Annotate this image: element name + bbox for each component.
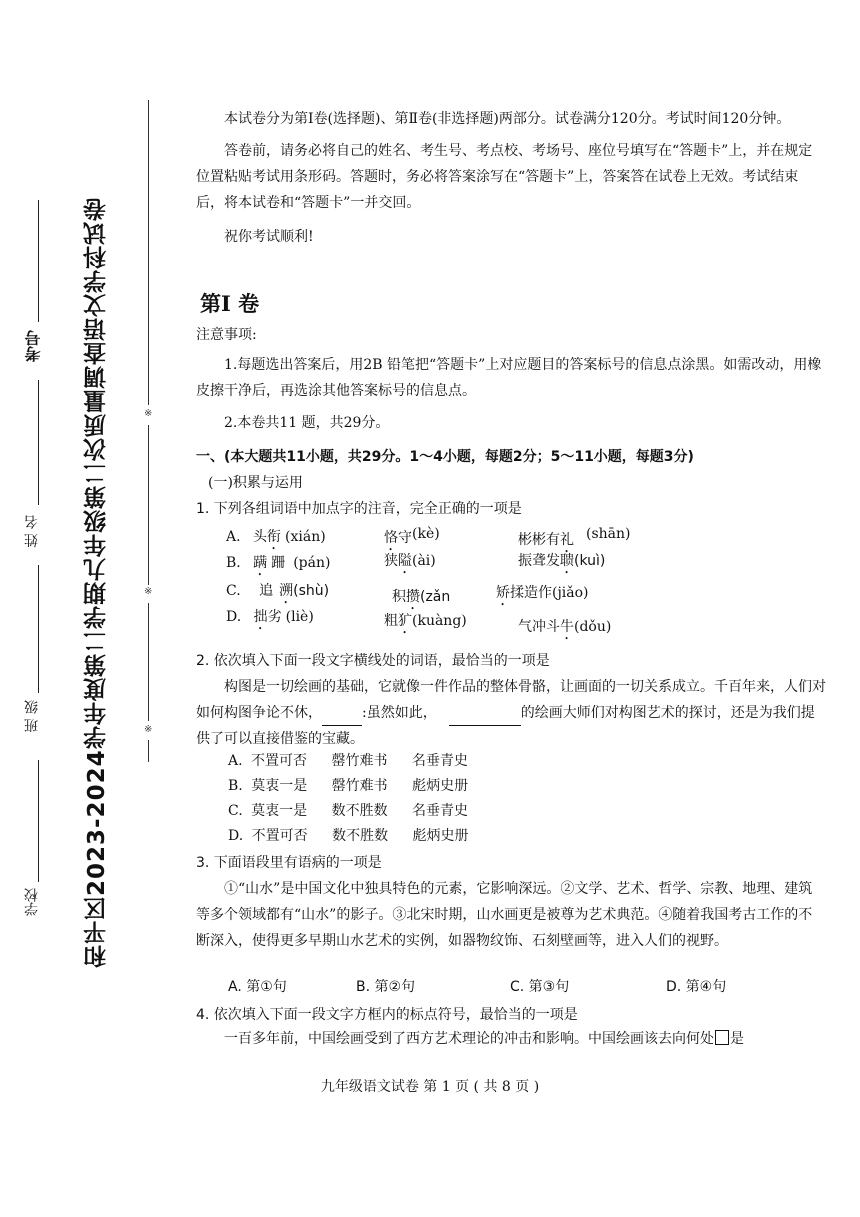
q3-passage [196, 876, 826, 954]
q2-b-word1: 莫衷一是 [251, 778, 308, 794]
q1-c-label: C. [226, 583, 241, 599]
notice-block [196, 322, 826, 436]
q1-option-b-word2 [384, 550, 436, 577]
page-footer: 九年级语文试卷 第 1 页 ( 共 8 页 ) [320, 1079, 540, 1095]
q1-b-word3: 振聋发 [518, 553, 560, 569]
q1-a-word1: 头 [253, 529, 268, 545]
q3-option-b: B. 第②句 [356, 979, 416, 995]
q2-blank-2 [449, 707, 521, 726]
q2-passage [196, 674, 826, 752]
binding-line-middle [148, 425, 149, 585]
q2-d-word2: 数不胜数 [332, 828, 389, 844]
binding-line-bottom [148, 740, 149, 762]
intro-block [196, 106, 826, 250]
q2-a-word1: 不置可否 [251, 753, 308, 769]
field-label-kaohao: 考号 [24, 330, 43, 362]
q1-b-word1-dotted: 蹒 [253, 555, 268, 571]
q1-option-d [226, 606, 314, 633]
q2-b-word3: 彪炳史册 [412, 778, 469, 794]
q1-option-d-word3 [518, 616, 611, 643]
q1-c-word2: 积 [392, 589, 406, 605]
q1-d-word2: 粗 [384, 613, 398, 629]
q2-blank-1 [322, 707, 362, 726]
q1-option-c-word2 [392, 586, 450, 613]
notice-item-2: 2.本卷共11 题，共29分。 [224, 415, 390, 431]
q2-a-label: A. [228, 753, 243, 769]
field-line-banji [38, 565, 39, 693]
q2-c-word2: 数不胜数 [331, 803, 388, 819]
q2-c-word3: 名垂青史 [412, 803, 469, 819]
intro-paragraph-3: 祝你考试顺利! [224, 229, 314, 245]
section1-subheading: (一)积累与运用 [208, 475, 303, 491]
q1-b-label: B. [226, 555, 241, 571]
q1-a-word1-pinyin: (xián) [285, 529, 326, 545]
q1-a-word3-pinyin: (shān) [586, 526, 631, 542]
q4-passage [196, 1026, 826, 1052]
notice-item-1: 1.每题选出答案后，用2B 铅笔把“答题卡”上对应题目的答案标号的信息点涂黑。如需改动，用橡皮擦干净后，再选涂其他答案标号的信息点。 [196, 357, 822, 399]
q2-option-d [228, 825, 469, 845]
q1-c-word1: 追 [259, 583, 274, 599]
section1-heading: 一、(本大题共11小题，共29分。1～4小题，每题2分；5～11小题，每题3分) [196, 449, 694, 465]
q1-option-c-word3 [496, 582, 589, 609]
q1-d-word1-dotted: 拙 [253, 609, 268, 625]
part1-title: 第I 卷 [200, 291, 260, 316]
intro-paragraph-2: 答卷前，请务必将自己的姓名、考生号、考点校、考场号、座位号填写在“答题卡”上，并在规定位置粘贴考试用条形码。答题时，务必将答案涂写在“答题卡”上，答案答在试卷上无效。考试结束后，将本试卷和“答题卡”一并交回。 [196, 143, 813, 211]
q1-option-c [226, 580, 329, 607]
q2-d-label: D. [228, 828, 244, 844]
q1-option-b [226, 552, 330, 579]
q1-d-word2-dotted: 犷 [398, 613, 412, 629]
intro-paragraph-1: 本试卷分为第Ⅰ卷(选择题)、第Ⅱ卷(非选择题)两部分。试卷满分120分。考试时间120分钟。 [224, 111, 791, 127]
q4-punctuation-box [715, 1030, 729, 1045]
q1-b-word3-pinyin: (kuì) [574, 553, 606, 569]
q1-a-label: A. [226, 529, 241, 545]
q1-d-word2-pinyin: (kuàng) [412, 613, 467, 629]
q1-c-word2-pinyin: (zǎn [420, 589, 451, 605]
q1-c-word2-dotted: 攒 [406, 589, 420, 605]
q1-d-word3-pinyin: (dǒu) [574, 619, 612, 635]
q1-d-word1-pinyin: (liè) [285, 609, 314, 625]
q2-option-c [228, 800, 468, 820]
q1-a-word2: 守 [398, 530, 412, 546]
q1-c-word3-dotted: 矫 [496, 585, 510, 601]
q2-option-a [228, 750, 468, 770]
q1-option-a [226, 526, 326, 553]
q1-stem: 1. 下列各组词语中加点字的注音，完全正确的一项是 [196, 501, 522, 517]
q1-c-word1-dotted: 溯 [279, 583, 294, 599]
q1-c-word3-pinyin: (jiǎo) [552, 585, 589, 601]
q1-d-word3-dotted: 牛 [560, 619, 574, 635]
q3-option-c: C. 第③句 [510, 979, 570, 995]
q2-stem: 2. 依次填入下面一段文字横线处的词语，最恰当的一项是 [196, 653, 550, 669]
q1-b-word2-pinyin: (ài) [412, 553, 436, 569]
q4-stem: 4. 依次填入下面一段文字方框内的标点符号，最恰当的一项是 [196, 1007, 578, 1023]
binding-mark-3: ※ [144, 724, 153, 735]
notice-label: 注意事项: [196, 327, 257, 343]
q3-option-a: A. 第①句 [228, 979, 287, 995]
q3-stem: 3. 下面语段里有语病的一项是 [196, 855, 382, 871]
vertical-exam-title: 和平区2023-2024学年度第二学期九年级第二次质量调查语文学科试卷 [84, 197, 110, 968]
q1-option-d-word2 [384, 610, 467, 637]
q2-passage-part3: 的绘画大师们对构图艺术的探讨，还是为我们提供了可以直接借鉴的宝藏。 [196, 705, 815, 747]
q1-d-word3: 气冲斗 [518, 619, 560, 635]
q2-a-word2: 罄竹难书 [331, 753, 388, 769]
q1-a-word3: 彬彬有 [518, 532, 560, 548]
field-label-banji: 班 级 [24, 700, 40, 733]
q3-passage-text: ①“山水”是中国文化中独具特色的元素，它影响深远。②文学、艺术、哲学、宗教、地理、建筑等多个领域都有“山水”的影子。③北宋时期，山水画更是被尊为艺术典范。④随着我国考古工作的不断深入，使得更多早期山水艺术的实例，如器物纹饰、石刻壁画等，进入人们的视野。 [196, 881, 813, 949]
binding-mark-2: ※ [144, 586, 153, 597]
q2-c-label: C. [228, 803, 243, 819]
q1-b-word3-dotted: 聩 [560, 553, 574, 569]
field-line-xuexiao [38, 760, 39, 882]
q1-d-label: D. [226, 609, 242, 625]
q4-passage-part2: 是 [730, 1031, 744, 1047]
q2-b-label: B. [228, 778, 243, 794]
binding-line-top [148, 100, 149, 405]
binding-mark-1: ※ [144, 408, 153, 419]
q2-d-word3: 彪炳史册 [412, 828, 469, 844]
q1-b-word1-pinyin: (pán) [293, 555, 331, 571]
q2-a-word3: 名垂青史 [411, 753, 468, 769]
q2-c-word1: 莫衷一是 [251, 803, 308, 819]
q1-b-word2: 狭 [384, 553, 398, 569]
binding-line-lower [148, 603, 149, 721]
q1-b-word2-dotted: 隘 [398, 553, 412, 569]
field-label-xingming: 姓 名 [24, 515, 40, 548]
q1-c-word1-pinyin: (shù) [293, 583, 330, 599]
field-line-xingming [38, 380, 39, 505]
q2-d-word1: 不置可否 [251, 828, 308, 844]
q3-option-d: D. 第④句 [666, 979, 727, 995]
q1-d-word1: 劣 [267, 609, 282, 625]
q1-b-word1: 跚 [271, 555, 286, 571]
q2-b-word2: 罄竹难书 [331, 778, 388, 794]
q1-a-word2-pinyin: (kè) [412, 526, 440, 542]
q1-option-b-word3 [518, 550, 605, 577]
q2-passage-part1: 构图是一切绘画的基础，它就像一件作品的整体骨骼，让画面的一切关系成立。千百年来，人们对如何构图争论不休， [196, 679, 826, 721]
q1-c-word3: 揉造作 [510, 585, 552, 601]
q2-passage-part2: :虽然如此， [362, 705, 437, 721]
q4-passage-part1: 一百多年前，中国绘画受到了西方艺术理论的冲击和影响。中国绘画该去向何处 [224, 1031, 714, 1047]
q1-a-word2-dotted: 恪 [384, 530, 398, 546]
field-label-xuexiao: 学校 [24, 888, 40, 916]
q1-a-word1-dotted: 衔 [267, 529, 282, 545]
q1-a-word3-dotted: 礼 [560, 532, 574, 548]
q2-option-b [228, 775, 468, 795]
